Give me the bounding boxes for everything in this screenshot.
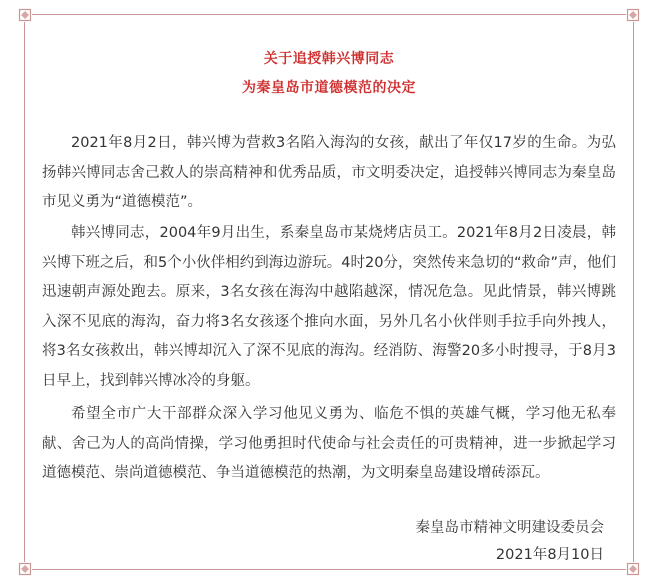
document-title-line-1: 关于追授韩兴博同志 [263, 51, 395, 67]
corner-ornament-icon [626, 562, 640, 576]
document-title-line-2: 为秦皇岛市道德模范的决定 [242, 80, 416, 96]
paragraph-decision: 2021年8月2日，韩兴博为营救3名陷入海沟的女孩，献出了年仅17岁的生命。为弘扬韩兴博同志舍己救人的崇高精神和优秀品质，市文明委决定，追授韩兴博同志为秦皇岛市见义勇为“道德模范”。 [42, 135, 616, 210]
paragraph-story: 韩兴博同志，2004年9月出生，系秦皇岛市某烧烤店员工。2021年8月2日凌晨，韩兴博下班之后，和5个小伙伴相约到海边游玩。4时20分，突然传来急切的“救命”声，他们迅速朝声源处跑去。原来，3名女孩在海沟中越陷越深，情况危急。见此情景，韩兴博跳入深不见底的海沟，奋力将3名女孩逐个推向水面，另外几名小伙伴则手拉手向外拽人，将3名女孩救出，韩兴博却沉入了深不见底的海沟。经消防、海警20多小时搜寻，于8月3日早上，找到韩兴博冰冷的身躯。 [42, 225, 616, 389]
corner-ornament-icon [626, 8, 640, 22]
corner-ornament-icon [18, 8, 32, 22]
signature-date: 2021年8月10日 [495, 547, 604, 563]
paragraph-call-to-action: 希望全市广大干部群众深入学习他见义勇为、临危不惧的英雄气概，学习他无私奉献、舍己为人的高尚情操，学习他勇担时代使命与社会责任的可贵精神，进一步掀起学习道德模范、崇尚道德模范、争当道德模范的热潮，为文明秦皇岛建设增砖添瓦。 [42, 406, 616, 481]
corner-ornament-icon [18, 562, 32, 576]
document-frame [24, 14, 634, 570]
signature-organization: 秦皇岛市精神文明建设委员会 [415, 520, 604, 536]
